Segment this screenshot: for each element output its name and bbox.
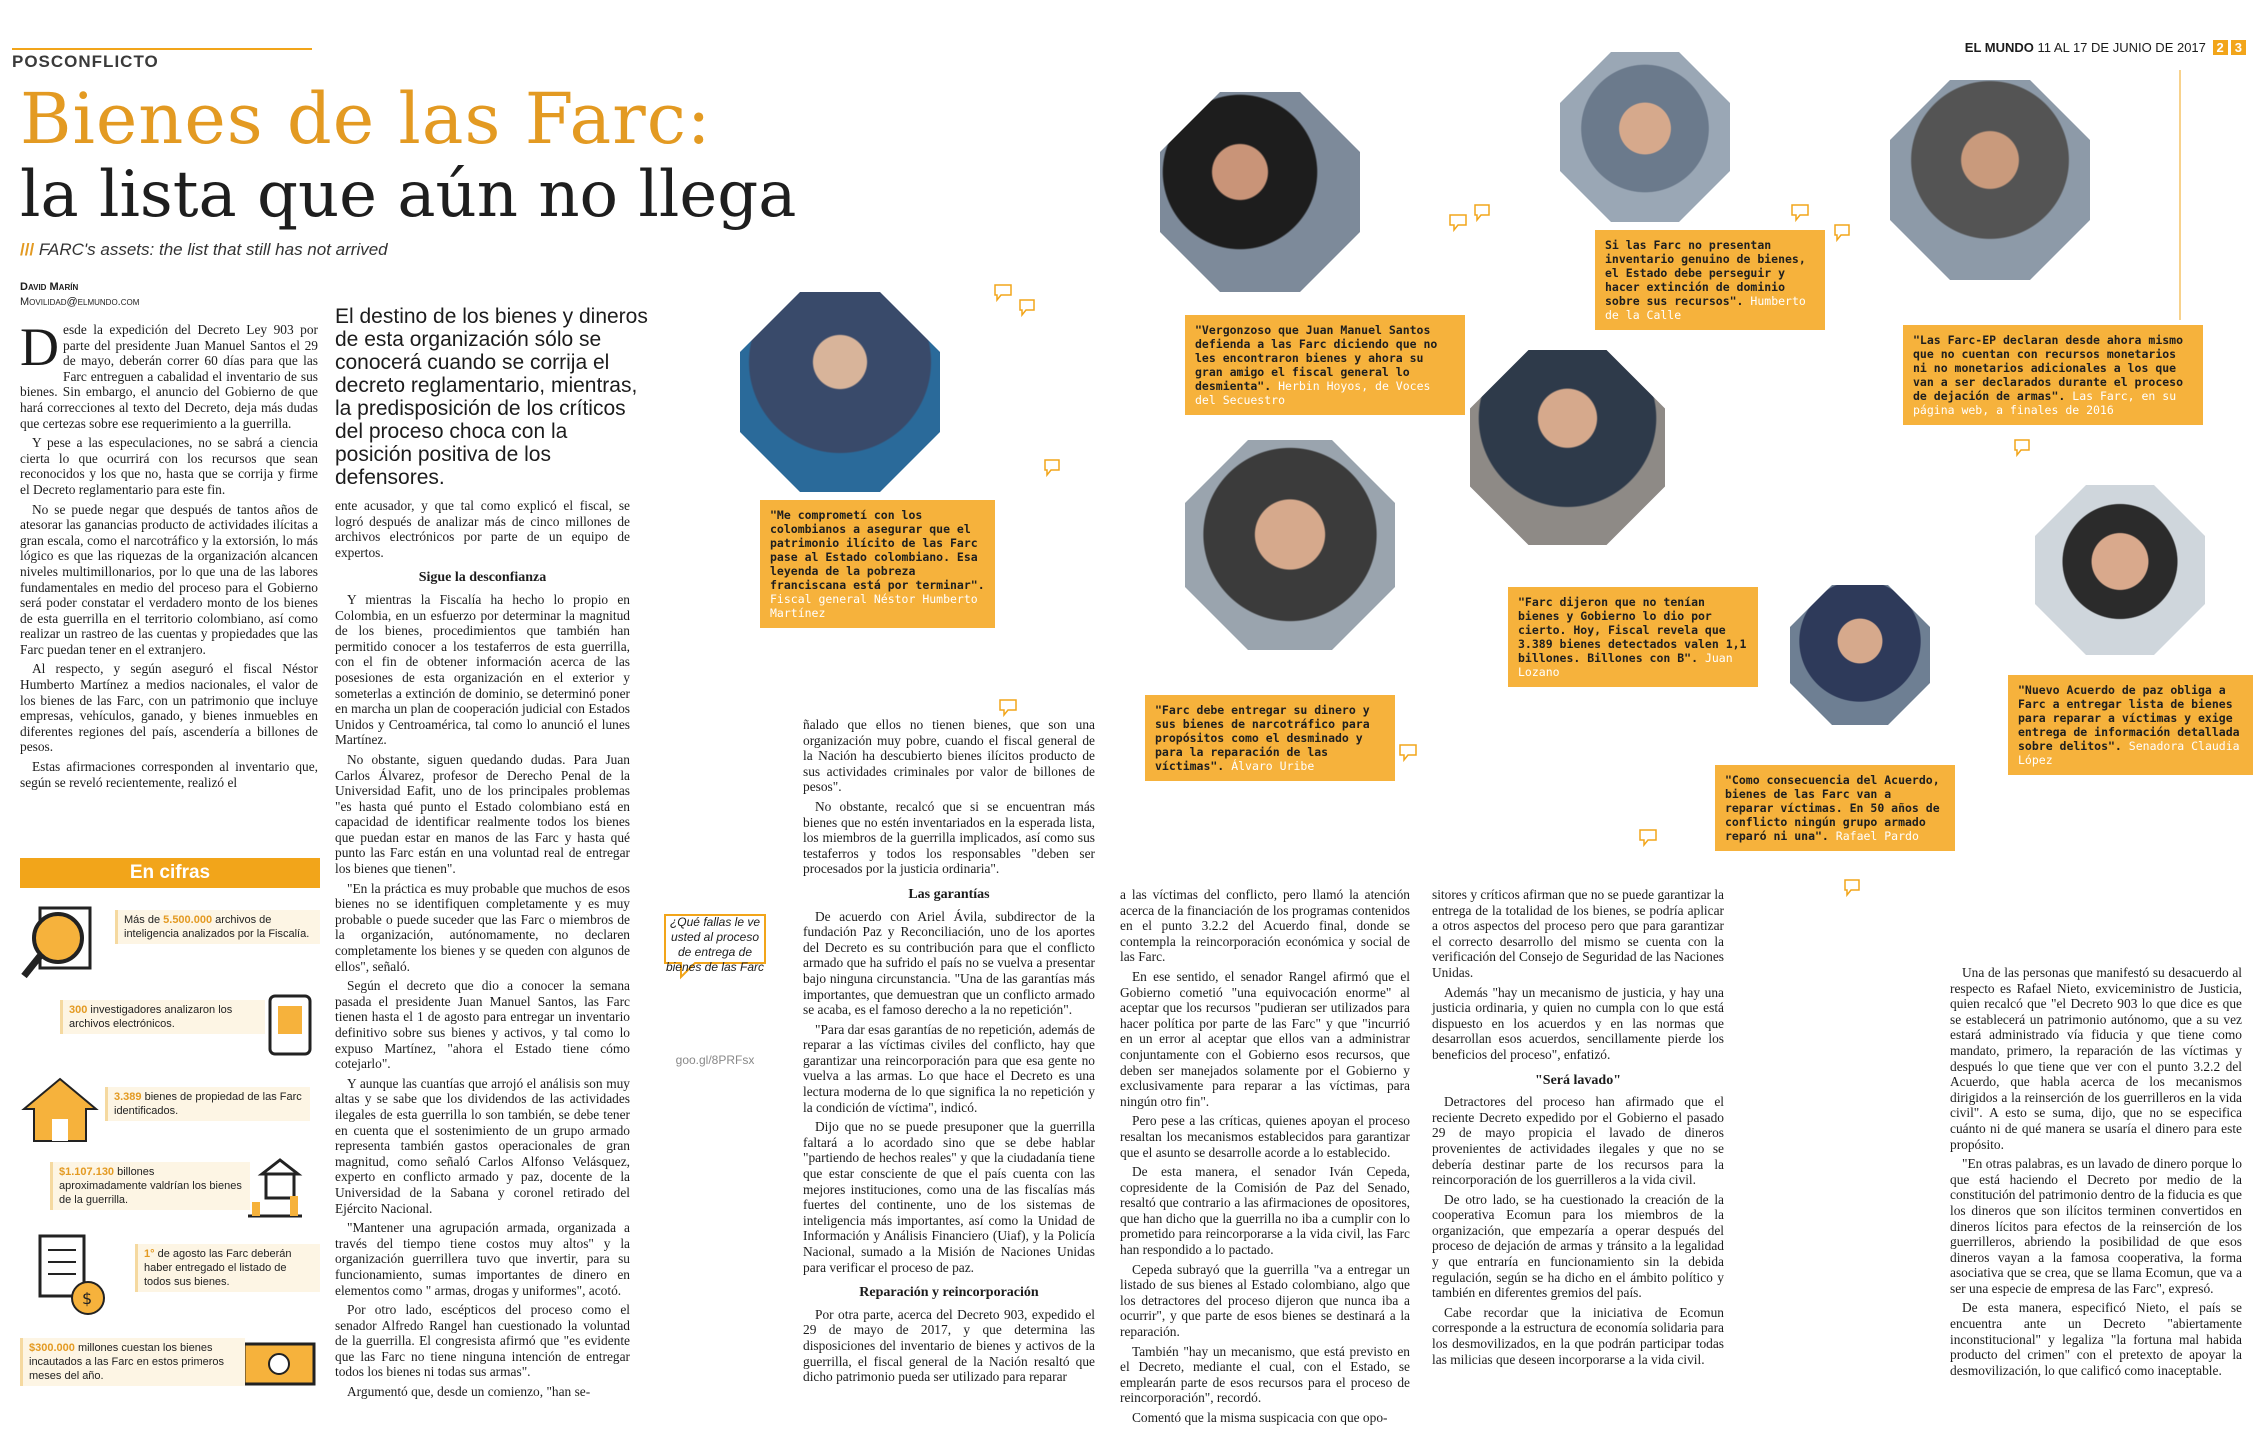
cifra-item (20, 1232, 320, 1322)
paragraph: No se puede negar que después de tantos años de atesorar las ganancias producto de actividades ilícitas a gran escala, como el narcotráfico y la extorsión, lo más lógico es que las riquezas de la organización alcancen niveles multimillonarios, por lo que una de las labores fundamentales en medio del proceso para el Gobierno será poder constatar el verdadero monto de los bienes de esta guerrilla en el territorio colombiano, así como realizar un rastreo de las cuentas y propiedades que las Farc puedan tener en el extranjero. (20, 501, 318, 657)
cifra-item (20, 1150, 320, 1230)
cifra-number: 3.389 (114, 1091, 142, 1103)
paragraph: Detractores del proceso han afirmado que el reciente Decreto expedido por el Gobierno el pasado 29 de mayo propicia el lavado de dineros provenientes de actividades ilegales y que no se debería destinar parte de los recursos para la reincorporación de los guerrilleros a la vida civil. (1432, 1094, 1724, 1188)
quote-attribution: Juan Lozano (1518, 651, 1733, 679)
cifra-item (20, 990, 320, 1070)
quote-attribution: Álvaro Uribe (1231, 759, 1315, 773)
quote-attribution: Las Farc, en su página web, a finales de 2016 (1913, 389, 2177, 417)
paragraph: Y mientras la Fiscalía ha hecho lo propio en Colombia, en un esfuerzo por determinar la magnitud de los bienes, procedimientos que también han permitido conocer a los testaferros de esta guerrilla, con el fin de obtener información acerca de las posesiones de esta organización en el exterior y someterlas a extinción de dominio, se determinó poner en marcha un plan de cooperación judicial con Estados Unidos y Centroamérica, tal como lo anunció el lunes Martínez. (335, 591, 630, 748)
photo-claudia-lopez (2035, 485, 2205, 655)
newspaper-name: EL MUNDO (1964, 40, 2034, 55)
photo-herbin-hoyos (1160, 92, 1360, 292)
byline (20, 280, 139, 310)
paragraph: "En otras palabras, es un lavado de dinero porque lo que está haciendo el Decreto por medio de la constitución del patrimonio dentro de la fiducia es que los dineros que son ilícitos terminen convertidos en dineros lícitos para efectos de la reinserción de los guerrilleros, abriendo la posibilidad de que esos dineros vayan a la famosa cooperativa, la forma asociativa que se crea, que se llama Ecomun, que va a ser una especie de empresa de las Farc", expresó. (1950, 1156, 2242, 1296)
subtitle (20, 240, 388, 260)
paragraph: Por otro lado, escépticos del proceso como el senador Alfredo Rangel han cuestionado la voluntad de la guerrilla. El congresista afirmó que "es evidente que las Farc no tiene ninguna intención de entregar todos los bienes ni todas sus armas". (335, 1302, 630, 1380)
quote-text: "Farc debe entregar su dinero y sus bienes de narcotráfico para propósitos como el desminado y para la reparación de las víctimas". (1155, 703, 1370, 773)
paragraph: ente acusador, y que tal como explicó el fiscal, se logró después de analizar más de cinco millones de archivos electrónicos por parte de un equipo de expertos. (335, 498, 630, 560)
reader-question (655, 905, 775, 1067)
quote-attribution: Fiscal general Néstor Humberto Martínez (770, 592, 978, 620)
paragraph: Argumentó que, desde un comienzo, "han se- (347, 1384, 591, 1400)
article-column-1 (20, 317, 318, 794)
article-column-3 (803, 717, 1095, 1389)
cifra-number: $1.107.130 (59, 1166, 115, 1178)
quote-box (1145, 695, 1395, 781)
paragraph: "Para dar esas garantías de no repetición, además de reparar a las víctimas civiles del conflicto, hay que garantizar una reincorporación para que esa gente no vuelva a las armas. Lo que hace el Decreto es una lectura moderna de lo que significa la no repetición y la condición de víctima", indicó. (803, 1021, 1095, 1115)
drop-cap: D (20, 317, 59, 377)
paragraph: Y pese a las especulaciones, no se sabrá a ciencia cierta lo que ocurrirá con los recursos que sean reconocidos y los que no, hasta que se corrija y firme el Decreto reglamentario para este fin. (20, 435, 318, 497)
subtitle-slashes: /// (20, 240, 35, 259)
photo-alvaro-uribe (1185, 440, 1395, 650)
cifra-item (20, 900, 320, 990)
photo-juan-lozano (1470, 350, 1665, 545)
question-url[interactable]: goo.gl/8PRFsx (675, 1053, 755, 1067)
quote-box (1185, 315, 1465, 415)
paragraph: "Mantener una agrupación armada, organizada a través del tiempo tiene costos muy altos" y la organización guerrillera tuvo que invertir, para su funcionamiento, sumas importantes de dinero en elementos como " armas, drogas y uniformes", acotó. (335, 1220, 630, 1298)
headline-line-2: la lista que aún no llega (20, 158, 797, 232)
paragraph: Además "hay un mecanismo de justicia, y hay una justicia ordinaria, y quien no cumpla con lo que está dispuesto en los acuerdos y en las normas que desarrollan esos acuerdos, sencillamente pierde los beneficios del proceso", enfatizó. (1432, 984, 1724, 1062)
quote-text: "Nuevo Acuerdo de paz obliga a Farc a entregar lista de bienes para reparar a víctimas y exige entrega de información detallada sobre delitos". (2018, 683, 2240, 753)
paragraph: En ese sentido, el senador Rangel afirmó que el Gobierno cometió "una equivocación enorme" al aceptar que los recursos "pudieran ser utilizados para hacer política por parte de las Farc" y que "incurrió en un error al aceptar que ellos van a administrar conjuntamente con el Gobierno esos recursos, que deben ser manejados solamente por el Gobierno y exclusivamente para reparar a las víctimas, para ningún otro fin". (1120, 968, 1410, 1109)
paragraph: Comentó que la misma suspicacia con que opo- (1132, 1410, 1388, 1425)
paragraph: De otro lado, se ha cuestionado la creación de la cooperativa Ecomun para los miembros de la organización, que empezaría a operar después del proceso de dejación de armas y tránsito a la legalidad y que entraría en funcionamiento sin la debida regulación, según se ha dicho en el ámbito político y también en diferentes gremios del país. (1432, 1191, 1724, 1301)
cifra-text: millones cuestan los bienes incautados a las Farc en estos primeros meses del año. (29, 1342, 225, 1382)
page-number-right: 3 (2231, 40, 2246, 55)
quote-text: "Las Farc-EP declaran desde ahora mismo que no cuentan con recursos monetarios ni no monetarios adicionales a los que van a ser declarados durante el proceso de dejación de armas". (1913, 333, 2184, 403)
paragraph: No obstante, recalcó que si se encuentran más bienes que no estén inventariados en la esperada lista, los miembros de la guerrilla implicados, así como sus testaferros y todos los responsables "deben ser procesados por la justicia ordinaria". (803, 798, 1095, 877)
paragraph: Y aunque las cuantías que arrojó el análisis son muy altas y se sabe que los dividendos de las actividades ilegales de esta guerrilla lo son también, se debe tener en cuenta que el sostenimiento de un grupo armado representa también gastos operacionales de gran magnitud, como señaló Carlos Alfonso Velásquez, experto en conflicto armado y paz, docente de la Universidad de la Sabana y coronel retirado del Ejército Nacional. (335, 1075, 630, 1216)
cifra-text: investigadores analizaron los archivos electrónicos. (69, 1004, 233, 1030)
photo-humberto-de-la-calle (1560, 52, 1730, 222)
property-chart-icon (240, 1156, 310, 1226)
tablet-document-icon (260, 990, 320, 1060)
subtitle-text: FARC's assets: the list that still has not arrived (38, 240, 388, 259)
cifra-item (20, 1328, 320, 1408)
quote-text: "Vergonzoso que Juan Manuel Santos defienda a las Farc diciendo que no les encontraron bienes y ahora su gran amigo el fiscal general lo desmienta". (1195, 323, 1438, 393)
cifras-heading: En cifras (20, 858, 320, 888)
photo-rafael-pardo (1790, 585, 1930, 725)
cifra-prefix: Más de (124, 914, 164, 926)
quote-attribution: Herbin Hoyos, de Voces del Secuestro (1195, 379, 1431, 407)
cifra-number: 5.500.000 (163, 914, 213, 926)
checklist-coin-icon (30, 1232, 110, 1322)
article-column-6 (1950, 965, 2242, 1382)
paragraph: Estas afirmaciones corresponden al inventario que, según se reveló recientemente, realizó el (20, 759, 318, 790)
quote-box (2008, 675, 2253, 775)
article-column-2 (335, 498, 630, 1404)
paragraph: esde la expedición del Decreto Ley 903 por parte del presidente Juan Manuel Santos el 29 de mayo, deberán correr 60 días para que las Farc entreguen a cabalidad el inventario de sus bienes. Sin embargo, el anuncio del Gobierno de que hará correcciones al texto del Decreto, deja más dudas que certezas sobre ese requerimiento a la guerrilla. (20, 322, 318, 431)
magnifier-document-icon (20, 900, 110, 990)
article-column-4 (1120, 887, 1410, 1430)
quote-text: Si las Farc no presentan inventario genuino de bienes, el Estado debe perseguir y hacer extinción de dominio sobre sus recursos". (1605, 238, 1806, 308)
paragraph: a las víctimas del conflicto, pero llamó la atención acerca de la financiación de los programas contenidos en el punto 3.2.2 del Acuerdo final, donde se contempla la reincorporación económica y social de las Farc. (1120, 887, 1410, 965)
photo-farc-leader (1890, 80, 2090, 280)
paragraph: Al respecto, y según aseguró el fiscal Néstor Humberto Martínez a medios nacionales, el valor de los bienes de las Farc, con un patrimonio que incluye empresas, vehículos, ganado, y bienes inmuebles en diferentes regiones del país, ascendería a billones de pesos. (20, 661, 318, 755)
question-text: ¿Qué fallas le ve usted al proceso de entrega de bienes de las Farc (665, 915, 765, 974)
paragraph: Según el decreto que dio a conocer la semana pasada el presidente Juan Manuel Santos, las Farc tienen hasta el 1 de agosto para entregar un inventario definitivo sobre sus bienes y activos, y tal como lo expuso Martínez, "ahora el Estado tiene cómo cotejarlo". (335, 978, 630, 1072)
paragraph: Cabe recordar que la iniciativa de Ecomun corresponde a la estructura de economía solidaria para los desmovilizados, en la que podrán participar todas las milicias que deseen incorporarse a la vida civil. (1432, 1304, 1724, 1367)
quote-text: "Como consecuencia del Acuerdo, bienes de las Farc van a reparar víctimas. En 50 años de conflicto ningún grupo armado reparó ni una". (1725, 773, 1940, 843)
banknote-icon (240, 1334, 320, 1394)
cifra-text: billones aproximadamente valdrían los bienes de la guerrilla. (59, 1166, 242, 1206)
section-tag: POSCONFLICTO (12, 48, 312, 72)
quote-attribution: Humberto de la Calle (1605, 294, 1806, 322)
paragraph: "En la práctica es muy probable que muchos de esos bienes no se identifiquen completamente y es muy probable o puede suceder que las Farc o miembros de la organización, autónomamente, no declaren completamente los bienes y se queden con algunos de ellos", señaló. (335, 880, 630, 974)
quote-box (1903, 325, 2203, 425)
quote-text: "Farc dijeron que no tenían bienes y Gobierno lo dio por cierto. Hoy, Fiscal revela que 3.389 bienes detectados valen 1,1 billones. Billones con B". (1518, 595, 1747, 665)
paragraph: De esta manera, especificó Nieto, el país se encuentra ante un Decreto "abiertamente inconstitucional" y legaliza "la fortuna mal habida producto del crimen" con el pretexto de apoyar la desmovilización, lo que calificó como inaceptable. (1950, 1300, 2242, 1378)
paragraph: De acuerdo con Ariel Ávila, subdirector de la fundación Paz y Reconciliación, uno de los aportes del Decreto es su contribución para que el conflicto armado que ha sufrido el país no se vuelva a presentar bajo ninguna circunstancia. "Una de las garantías más importantes, que demuestran que un conflicto armado se acaba, es el famoso derecho a la no repetición". (803, 908, 1095, 1018)
quote-box (760, 500, 995, 628)
quote-attribution: Senadora Claudia López (2018, 739, 2240, 767)
author-name: David Marín (20, 281, 79, 293)
paragraph: Una de las personas que manifestó su desacuerdo al respecto es Rafael Nieto, exviceministro de Justicia, quien recalcó que "el Decreto 903 lo que dice es que se establecerá un patrimonio autónomo, que a su vez estará administrado vía fiducia y que tiene como mandato, primero, la reparación de las víctimas y después lo que tiene que ver con el punto 3.2.2 del Acuerdo, que habla acerca de los mecanismos dirigidos a la reinserción de los guerrilleros en la vida civil". A esto se suma, dijo, que no se especifica cuánto ni de qué manera se usaría el dinero para este propósito. (1950, 965, 2242, 1152)
article-column-5 (1432, 887, 1724, 1371)
paragraph: También "hay un mecanismo, que está previsto en el Decreto, mediante el cual, con el Estado, se emplearán parte de esos recursos para el proceso de reincorporación", recordó. (1120, 1343, 1410, 1406)
paragraph: sitores y críticos afirman que no se puede garantizar la entrega de la totalidad de los bienes, se podría aplicar a otros aspectos del proceso pero que para garantizar el correcto desarrollo del mismo se cuenta con la verificación del Consejo de Seguridad de las Naciones Unidas. (1432, 887, 1724, 980)
author-email: Movilidad@elmundo.com (20, 296, 140, 308)
quote-box (1595, 230, 1825, 330)
quote-box (1715, 765, 1955, 851)
paragraph: Dijo que no se puede presuponer que la guerrilla faltará a lo acordado sino que se debe hablar "partiendo de hechos reales" y que la ciudadanía tiene que estar consciente de que el país cuenta con las mejores instituciones, como una de las fiscalías más fuertes del continente, uno de los sistemas de inteligencia más importantes, así como la Unidad de Información y Análisis Financiero (Uiaf), y la Policía Nacional, sumado a la Misión de Naciones Unidas para verificar el proceso de paz. (803, 1119, 1095, 1275)
headline-line-1: Bienes de las Farc: (20, 78, 712, 160)
subheading: "Será lavado" (1535, 1072, 1621, 1088)
cifra-item (20, 1075, 320, 1150)
paragraph: De esta manera, el senador Iván Cepeda, copresidente de la Comisión de Paz del Senado, resaltó que contrario a las afirmaciones de opositores, que han dicho que la guerrilla no iba a cumplir con lo prometido para reincorporarse a la vida civil, las Farc han respondido a lo pactado. (1120, 1164, 1410, 1258)
paragraph: Por otra parte, acerca del Decreto 903, expedido el 29 de mayo de 2017, y que determina las disposiciones del inventario de bienes y activos de la guerrilla, el fiscal general de la Nación resaltó que dicho patrimonio pueda ser utilizado para reparar (803, 1306, 1095, 1385)
lead-paragraph: El destino de los bienes y dineros de esta organización sólo se conocerá cuando se corrija el decreto reglamentario, mientras, la predisposición de los críticos del proceso choca con la posición positiva de los defensores. (335, 305, 648, 489)
subheading: Sigue la desconfianza (418, 570, 547, 586)
paragraph: ñalado que ellos no tienen bienes, que son una organización muy pobre, cuando el fiscal general de la Nación ha descubierto bienes ilícitos producto de sus actividades criminales por valor de billones de pesos". (803, 717, 1095, 795)
masthead (1965, 40, 2246, 55)
subheading: Las garantías (908, 886, 990, 902)
cifra-number: 1° (144, 1248, 155, 1260)
cifra-text: archivos de inteligencia analizados por la Fiscalía. (124, 914, 310, 940)
issue-date: 11 AL 17 DE JUNIO DE 2017 (2037, 40, 2206, 55)
svg-text:$: $ (82, 1289, 93, 1308)
paragraph: Pero pese a las críticas, quienes apoyan el proceso resaltan los mecanismos establecidos para garantizar que el asunto se desarrolle acorde a lo establecido. (1120, 1113, 1410, 1160)
paragraph: Cepeda subrayó que la guerrilla "va a entregar un listado de sus bienes al Estado colombiano, algo que los detractores del proceso dijeron que nunca iba a ocurrir", y que parte de esos bienes se destinará a la reparación. (1120, 1261, 1410, 1340)
house-icon (20, 1075, 100, 1145)
photo-nestor-humberto-martinez (740, 292, 940, 492)
page-number-left: 2 (2213, 40, 2228, 55)
quote-box (1508, 587, 1758, 687)
cifra-number: 300 (69, 1004, 88, 1016)
subheading: Reparación y reincorporación (859, 1285, 1039, 1301)
quote-attribution: Rafael Pardo (1835, 829, 1919, 843)
paragraph: No obstante, siguen quedando dudas. Para Juan Carlos Álvarez, profesor de Derecho Penal de la Universidad Eafit, uno de los principales problemas "es hasta qué punto el Estado colombiano está en capacidad de identificar realmente todos los bienes que puedan estar en manos de las Farc y hasta qué punto las Farc están en una voluntad real de entregar los bienes que tienen". (335, 751, 630, 877)
cifra-number: $300.000 (29, 1342, 75, 1354)
cifra-text: bienes de propiedad de las Farc identificados. (114, 1091, 302, 1117)
cifra-text: de agosto las Farc deberán haber entregado el listado de todos sus bienes. (144, 1248, 292, 1288)
quote-text: "Me comprometí con los colombianos a asegurar que el patrimonio ilícito de las Farc pase al Estado colombiano. Esa leyenda de la pobreza franciscana está por terminar". (770, 508, 985, 592)
